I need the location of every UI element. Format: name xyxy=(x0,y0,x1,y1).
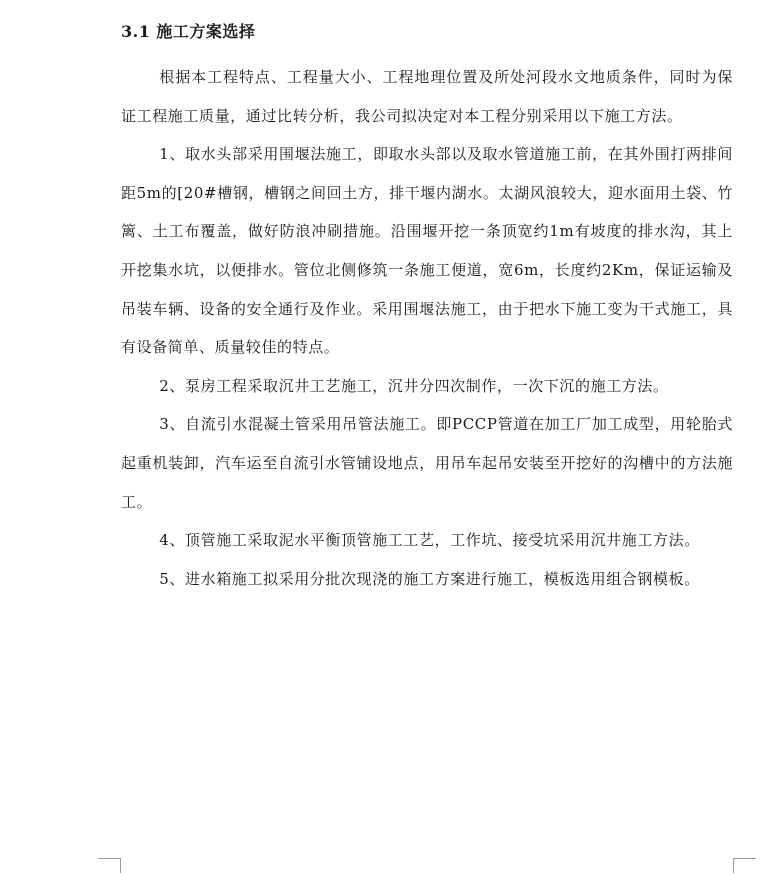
paragraph-item-3: 3、自流引水混凝土管采用吊管法施工。即PCCP管道在加工厂加工成型，用轮胎式起重机装卸，汽车运至自流引水管铺设地点，用吊车起吊安装至开挖好的沟槽中的方法施工。 xyxy=(121,415,733,511)
document-body xyxy=(121,58,733,598)
paragraph-item-1: 1、取水头部采用围堰法施工，即取水头部以及取水管道施工前，在其外围打两排间距5m的[20#槽钢，槽钢之间回土方，排干堰内湖水。太湖风浪较大，迎水面用土袋、竹篱、土工布覆盖，做好防浪冲刷措施。沿围堰开挖一条顶宽约1m有坡度的排水沟，其上开挖集水坑，以便排水。管位北侧修筑一条施工便道，宽6m，长度约2Km，保证运输及吊装车辆、设备的安全通行及作业。采用围堰法施工，由于把水下施工变为干式施工，具有设备简单、质量较佳的特点。 xyxy=(121,145,733,357)
page-corner-mark-left xyxy=(98,858,121,873)
paragraph-item-4: 4、顶管施工采取泥水平衡顶管施工工艺，工作坑、接受坑采用沉井施工方法。 xyxy=(159,531,700,550)
paragraph-item-2: 2、泵房工程采取沉井工艺施工，沉井分四次制作，一次下沉的施工方法。 xyxy=(159,376,669,395)
paragraph-item-5: 5、进水箱施工拟采用分批次现浇的施工方案进行施工，模板选用组合钢模板。 xyxy=(159,569,700,588)
paragraph-intro: 根据本工程特点、工程量大小、工程地理位置及所处河段水文地质条件，同时为保证工程施工质量，通过比转分析，我公司拟决定对本工程分别采用以下施工方法。 xyxy=(121,68,733,125)
section-heading: 3.1 施工方案选择 xyxy=(121,22,256,41)
page-corner-mark-right xyxy=(733,858,756,873)
